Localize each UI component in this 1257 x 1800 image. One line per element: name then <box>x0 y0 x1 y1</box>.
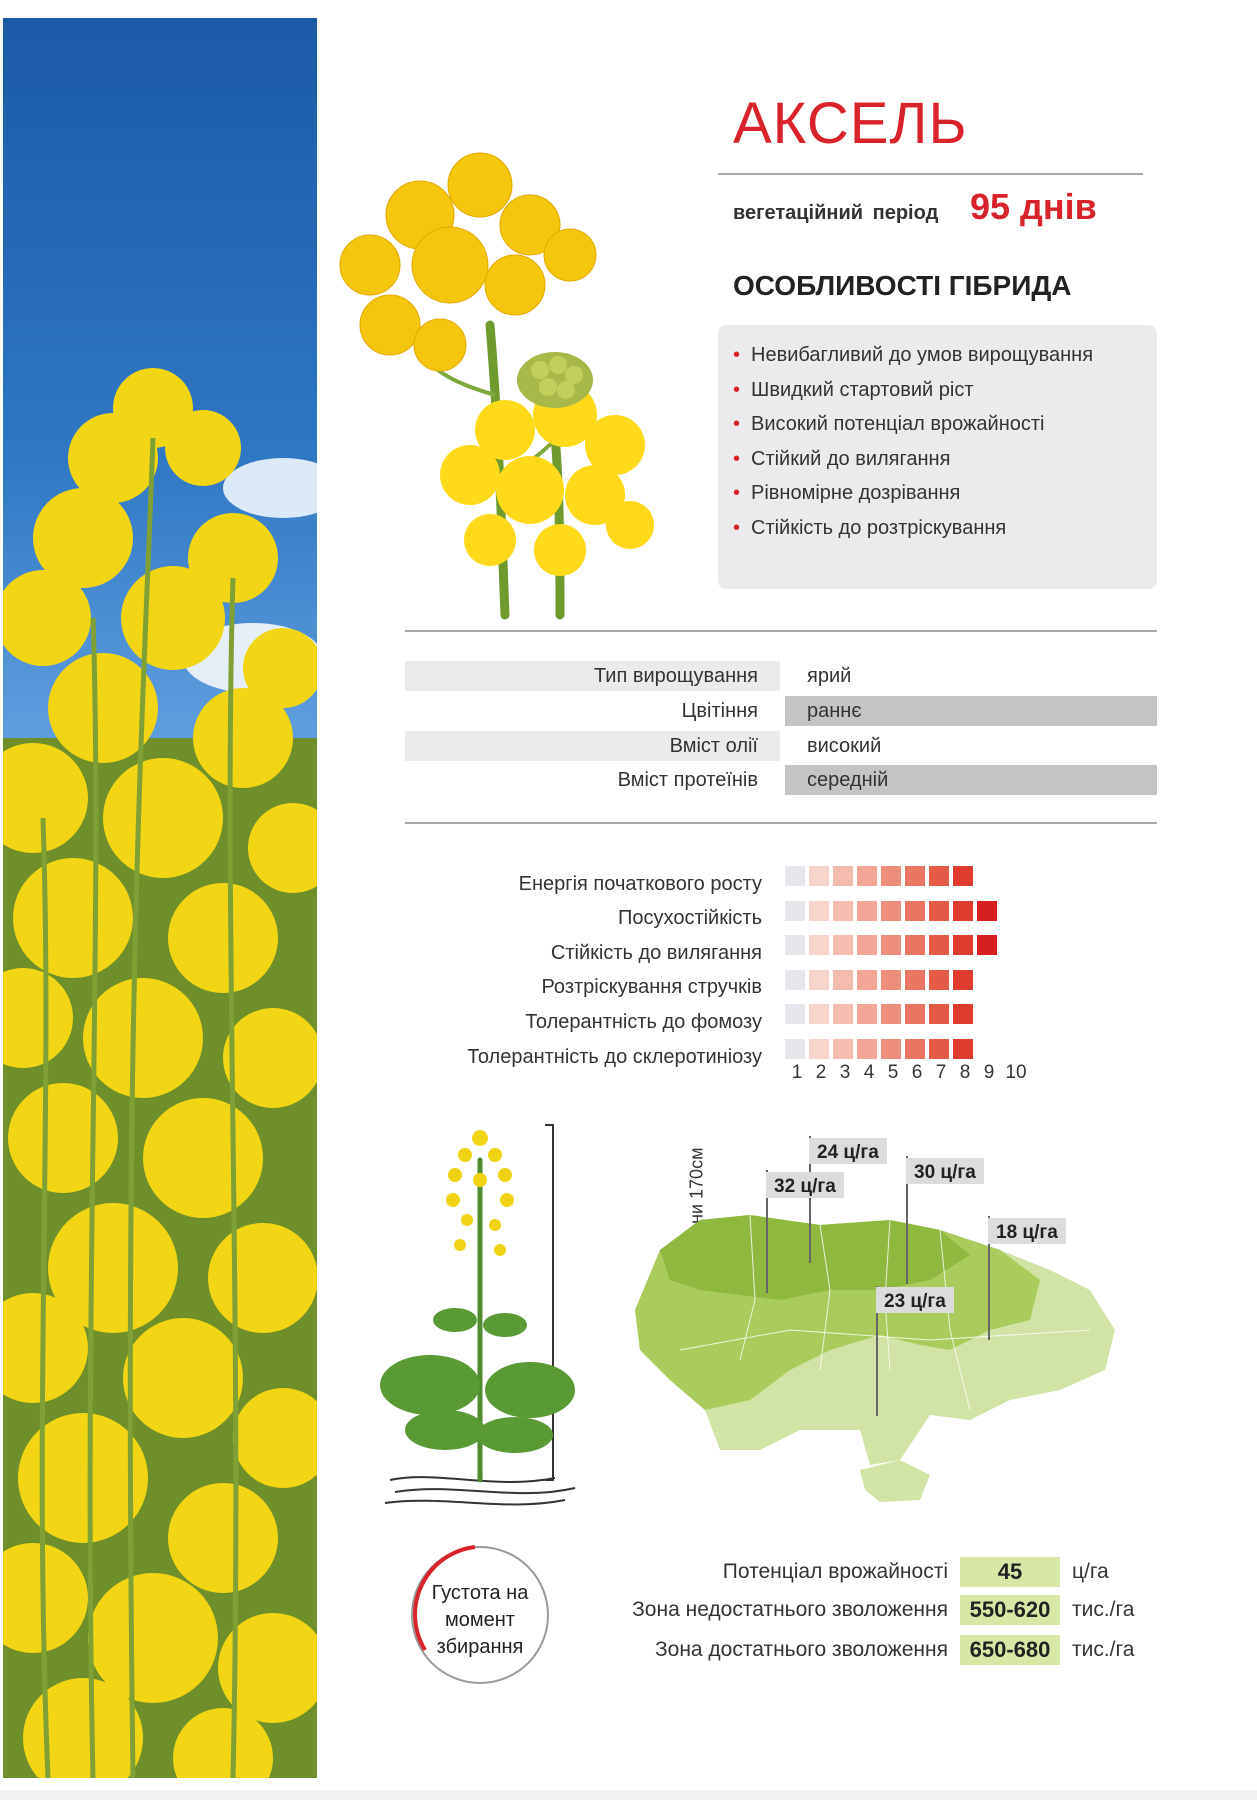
rating-cell <box>881 1004 901 1024</box>
rating-cell <box>977 935 997 955</box>
rating-cell <box>857 866 877 886</box>
hybrid-title: АКСЕЛЬ <box>733 91 968 156</box>
rating-label: Стійкість до вилягання <box>550 942 762 964</box>
ukraine-yield-map <box>630 1130 1120 1510</box>
rating-cell <box>977 970 997 990</box>
stat-value: 550-620 <box>960 1595 1060 1625</box>
rating-cell <box>785 901 805 921</box>
rating-cell <box>929 866 949 886</box>
rating-cell <box>953 970 973 990</box>
rating-cell <box>857 970 877 990</box>
rating-cell <box>833 1039 853 1059</box>
feature-item: • Стійкість до розтріскування <box>733 511 1157 546</box>
rating-cell <box>809 866 829 886</box>
rating-cell <box>809 1004 829 1024</box>
scale-number: 7 <box>935 1062 947 1083</box>
property-row <box>405 765 1157 795</box>
rating-cell <box>857 901 877 921</box>
rating-cell <box>785 970 805 990</box>
stat-value: 650-680 <box>960 1635 1060 1665</box>
rating-cell <box>833 866 853 886</box>
feature-item: • Високий потенціал врожайності <box>733 407 1157 442</box>
rating-cell <box>977 1039 997 1059</box>
property-value: середній <box>785 765 1157 795</box>
rating-cell <box>905 970 925 990</box>
yield-tag: 30 ц/га <box>906 1158 984 1184</box>
rating-cell <box>881 901 901 921</box>
rating-cell <box>857 1039 877 1059</box>
rating-cell <box>785 935 805 955</box>
rating-cell <box>833 901 853 921</box>
rating-cell <box>929 935 949 955</box>
rating-cell <box>809 1039 829 1059</box>
rating-cell <box>929 901 949 921</box>
vegetation-period-value: 95 днів <box>970 186 1097 227</box>
scale-number: 2 <box>815 1062 827 1083</box>
rating-cell <box>929 970 949 990</box>
property-label: Вміст протеїнів <box>617 769 758 791</box>
property-row <box>405 696 1157 726</box>
rating-cell <box>953 935 973 955</box>
rapeseed-field-photo <box>3 18 317 1778</box>
stat-unit: тис./га <box>1072 1598 1135 1621</box>
rating-cell <box>977 1004 997 1024</box>
rating-cell <box>881 970 901 990</box>
stat-unit: ц/га <box>1072 1560 1109 1583</box>
scale-number: 3 <box>839 1062 851 1083</box>
stat-label: Зона недостатнього зволоження <box>632 1598 948 1621</box>
rating-grid <box>785 0 1025 1100</box>
rating-cell <box>809 901 829 921</box>
crimea <box>860 1460 930 1502</box>
section-divider <box>405 822 1157 824</box>
vegetation-period-label: вегетаційний період <box>733 202 939 224</box>
rating-cell <box>905 935 925 955</box>
property-label: Тип вирощування <box>405 661 780 691</box>
rating-label: Енергія початкового росту <box>518 873 762 895</box>
property-label: Цвітіння <box>681 700 758 722</box>
feature-item: • Невибагливий до умов вирощування <box>733 338 1157 373</box>
scale-number: 6 <box>911 1062 923 1083</box>
rating-cell <box>977 866 997 886</box>
property-value: раннє <box>785 696 1157 726</box>
rating-cell <box>953 1004 973 1024</box>
yield-tag: 32 ц/га <box>766 1172 844 1198</box>
yield-tag: 18 ц/га <box>988 1218 1066 1244</box>
rating-cell <box>977 901 997 921</box>
scale-number: 1 <box>791 1062 803 1083</box>
rating-cell <box>929 1039 949 1059</box>
rating-cell <box>833 935 853 955</box>
rating-cell <box>953 901 973 921</box>
rating-label: Толерантність до склеротиніозу <box>467 1046 762 1068</box>
page-bottom-bar <box>0 1790 1257 1800</box>
property-value: високий <box>807 735 882 757</box>
rating-cell <box>857 1004 877 1024</box>
scale-number: 8 <box>959 1062 971 1083</box>
stat-label: Зона достатнього зволоження <box>654 1638 948 1661</box>
rating-cell <box>881 935 901 955</box>
rating-label: Розтріскування стручків <box>541 976 762 998</box>
feature-item: • Швидкий стартовий ріст <box>733 373 1157 408</box>
yield-tag: 24 ц/га <box>809 1138 887 1164</box>
feature-item: • Рівномірне дозрівання <box>733 476 1157 511</box>
rating-cell <box>833 970 853 990</box>
rating-cell <box>881 1039 901 1059</box>
rating-label: Посухостійкість <box>618 907 762 929</box>
feature-item: • Стійкий до вилягання <box>733 442 1157 477</box>
scale-number: 10 <box>1005 1062 1027 1083</box>
property-label: Вміст олії <box>405 731 780 761</box>
density-label: Густота на момент збирання <box>431 1582 529 1658</box>
rating-cell <box>881 866 901 886</box>
rating-cell <box>905 866 925 886</box>
rating-cell <box>953 1039 973 1059</box>
scale-number: 9 <box>983 1062 995 1083</box>
rating-cell <box>905 1039 925 1059</box>
property-row <box>405 661 1157 691</box>
rating-cell <box>833 1004 853 1024</box>
rating-cell <box>785 1039 805 1059</box>
scale-number: 4 <box>863 1062 875 1083</box>
rating-label: Толерантність до фомозу <box>525 1011 762 1033</box>
plant-height-illustration <box>375 1120 635 1510</box>
rating-cell <box>857 935 877 955</box>
yield-tag: 23 ц/га <box>876 1287 954 1313</box>
rating-cell <box>785 1004 805 1024</box>
stat-label: Потенціал врожайності <box>722 1560 948 1583</box>
property-row <box>405 731 1157 761</box>
rating-cell <box>905 901 925 921</box>
section-divider <box>405 630 1157 632</box>
stat-unit: тис./га <box>1072 1638 1135 1661</box>
rating-cell <box>929 1004 949 1024</box>
rapeseed-flower-illustration <box>330 145 700 625</box>
stat-value: 45 <box>960 1557 1060 1587</box>
rating-cell <box>809 935 829 955</box>
rating-cell <box>953 866 973 886</box>
scale-number: 5 <box>887 1062 899 1083</box>
rating-cell <box>905 1004 925 1024</box>
property-value: ярий <box>807 665 852 687</box>
rating-cell <box>809 970 829 990</box>
rating-cell <box>785 866 805 886</box>
features-heading: ОСОБЛИВОСТІ ГІБРИДА <box>733 270 1072 301</box>
